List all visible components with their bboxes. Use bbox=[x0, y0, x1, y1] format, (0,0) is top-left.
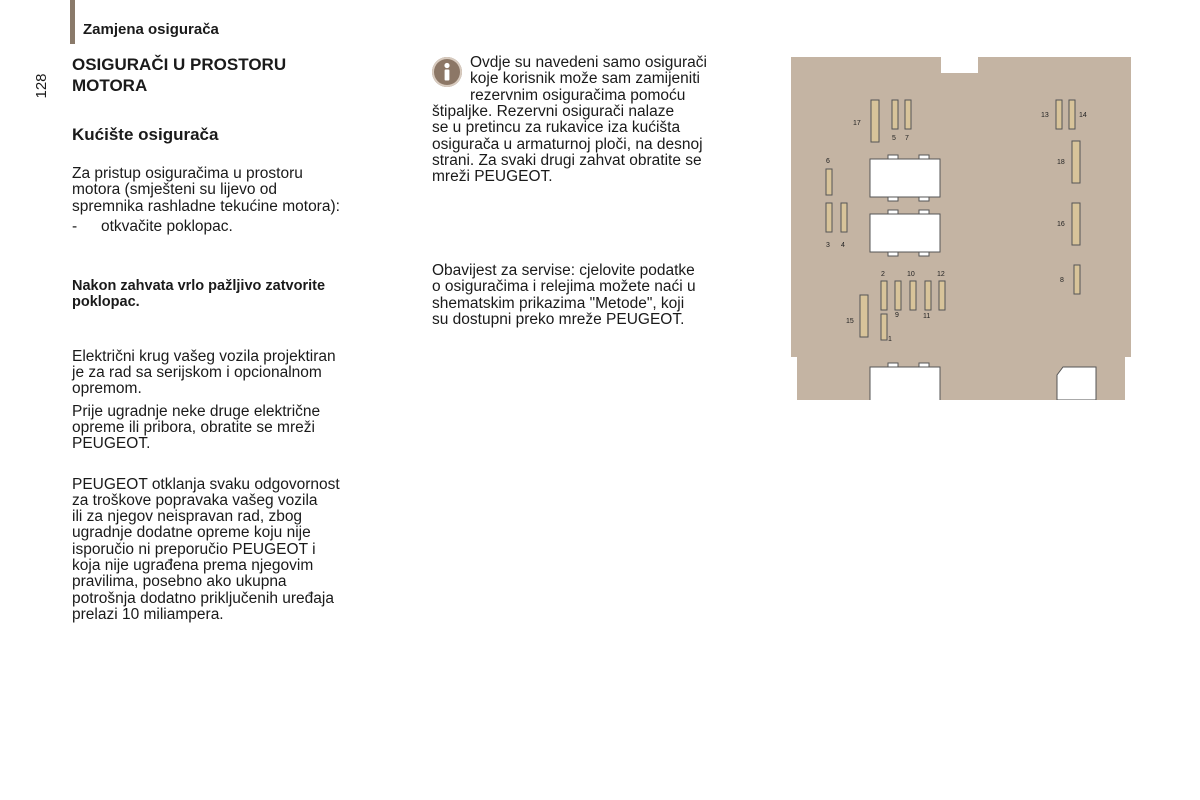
fuse-label: 11 bbox=[923, 313, 931, 320]
fuse-5 bbox=[892, 100, 898, 129]
fuse-17 bbox=[871, 100, 879, 142]
info-icon bbox=[432, 57, 462, 87]
text-line: Obavijest za servise: cjelovite podatke bbox=[432, 262, 695, 279]
relay-upper bbox=[870, 155, 940, 201]
fuse-label: 9 bbox=[895, 312, 899, 319]
fuse-label: 18 bbox=[1057, 159, 1065, 166]
fuse-label: 2 bbox=[881, 271, 885, 278]
subsection-title: Kućište osigurača bbox=[72, 125, 219, 144]
fuse-12 bbox=[939, 281, 945, 310]
running-header: Zamjena osigurača bbox=[83, 21, 219, 38]
fuse-1 bbox=[881, 314, 887, 340]
text-line: za troškove popravaka vašeg vozila bbox=[72, 491, 318, 509]
fuse-label: 15 bbox=[846, 318, 854, 325]
fuse-label: 16 bbox=[1057, 221, 1065, 228]
text-line: o osiguračima i relejima možete naći u bbox=[432, 278, 696, 296]
intro-paragraph bbox=[72, 166, 417, 215]
fuse-label: 4 bbox=[841, 242, 845, 249]
text-line: mreži PEUGEOT. bbox=[432, 168, 553, 186]
housing-cutout bbox=[1125, 357, 1131, 400]
text-line: prelazi 10 miliampera. bbox=[72, 605, 224, 623]
housing-notch bbox=[941, 57, 978, 73]
text-line: ili za njegov neispravan rad, zbog bbox=[72, 508, 303, 526]
text-line: PEUGEOT. bbox=[72, 435, 151, 453]
header-accent-bar bbox=[70, 0, 75, 44]
text-line: su dostupni preko mreže PEUGEOT. bbox=[432, 310, 685, 328]
fuse-label: 10 bbox=[907, 271, 915, 278]
left-column bbox=[72, 54, 417, 623]
text-line: opremom. bbox=[72, 380, 142, 398]
text-line: štipaljke. Rezervni osigurači nalaze bbox=[432, 103, 675, 120]
accessory-paragraph bbox=[72, 404, 417, 453]
page-number: 128 bbox=[33, 73, 50, 99]
info-paragraph-rest bbox=[432, 104, 772, 185]
text-line: Električni krug vašeg vozila projektiran bbox=[72, 347, 336, 365]
fuse-4 bbox=[841, 203, 847, 232]
text-line: ugradnje dodatne opreme koju nije bbox=[72, 524, 311, 542]
fuse-label: 1 bbox=[888, 336, 892, 343]
text-line: koja nije ugrađena prema njegovim bbox=[72, 557, 314, 575]
text-line: Nakon zahvata vrlo pažljivo zatvorite bbox=[72, 278, 326, 295]
warning-note bbox=[72, 278, 417, 311]
text-line: je za rad sa serijskom i opcionalnom bbox=[72, 364, 322, 382]
fuse-9 bbox=[895, 281, 901, 310]
fuse-6 bbox=[826, 169, 832, 195]
liability-paragraph bbox=[72, 477, 417, 624]
text-line: Ovdje su navedeni samo osigurači bbox=[470, 54, 707, 71]
text-line: koje korisnik može sam zamijeniti bbox=[470, 70, 700, 88]
text-line: potrošnja dodatno priključenih uređaja bbox=[72, 589, 334, 607]
text-line: Za pristup osiguračima u prostoru bbox=[72, 165, 303, 182]
fuse-10 bbox=[910, 281, 916, 310]
fuse-16 bbox=[1072, 203, 1080, 245]
fuse-18 bbox=[1072, 141, 1080, 183]
fuse-label: 13 bbox=[1041, 112, 1049, 119]
bottom-right-socket bbox=[1057, 367, 1096, 400]
text-line: PEUGEOT otklanja svaku odgovornost bbox=[72, 475, 340, 493]
relay-lower bbox=[870, 363, 940, 400]
fuse-13 bbox=[1056, 100, 1062, 129]
fuse-label: 7 bbox=[905, 135, 909, 142]
bullet-item bbox=[72, 219, 417, 235]
electric-circuit-paragraph bbox=[72, 349, 417, 398]
fuse-7 bbox=[905, 100, 911, 129]
info-paragraph-top bbox=[470, 55, 770, 104]
fuse-11 bbox=[925, 281, 931, 310]
text-line: opreme ili pribora, obratite se mreži bbox=[72, 418, 315, 436]
fuse-label: 17 bbox=[853, 120, 861, 127]
fuse-8 bbox=[1074, 265, 1080, 294]
fuse-box-diagram bbox=[791, 57, 1131, 400]
fuse-3 bbox=[826, 203, 832, 232]
fuse-15 bbox=[860, 295, 868, 337]
fuse-label: 8 bbox=[1060, 277, 1064, 284]
text-line: poklopac. bbox=[72, 294, 140, 311]
housing-cutout bbox=[791, 357, 797, 400]
fuse-14 bbox=[1069, 100, 1075, 129]
text-line: spremnika rashladne tekućine motora): bbox=[72, 197, 340, 215]
relay-middle bbox=[870, 210, 940, 256]
service-notice-paragraph bbox=[432, 263, 772, 328]
bullet-dash: - bbox=[72, 217, 78, 235]
text-line: motora (smješteni su lijevo od bbox=[72, 181, 278, 199]
fuse-label: 3 bbox=[826, 242, 830, 249]
fuse-label: 6 bbox=[826, 158, 830, 165]
text-line: shematskim prikazima "Metode", koji bbox=[432, 294, 685, 312]
fuse-label: 5 bbox=[892, 135, 896, 142]
text-line: Prije ugradnje neke druge električne bbox=[72, 402, 321, 420]
text-line: osigurača u armaturnoj ploči, na desnoj bbox=[432, 135, 703, 153]
text-line: pravilima, posebno ako ukupna bbox=[72, 573, 287, 591]
text-line: strani. Za svaki drugi zahvat obratite se bbox=[432, 151, 702, 169]
text-line: isporučio ni preporučio PEUGEOT i bbox=[72, 540, 316, 558]
section-title-line: MOTORA bbox=[72, 76, 148, 95]
text-line: rezervnim osiguračima pomoću bbox=[470, 86, 686, 104]
fuse-label: 14 bbox=[1079, 112, 1087, 119]
text-line: se u pretincu za rukavice iza kućišta bbox=[432, 119, 681, 137]
section-title bbox=[72, 54, 417, 96]
bullet-text: otkvačite poklopac. bbox=[101, 217, 233, 235]
section-title-line: OSIGURAČI U PROSTORU bbox=[72, 55, 287, 74]
fuse-label: 12 bbox=[937, 271, 945, 278]
fuse-2 bbox=[881, 281, 887, 310]
